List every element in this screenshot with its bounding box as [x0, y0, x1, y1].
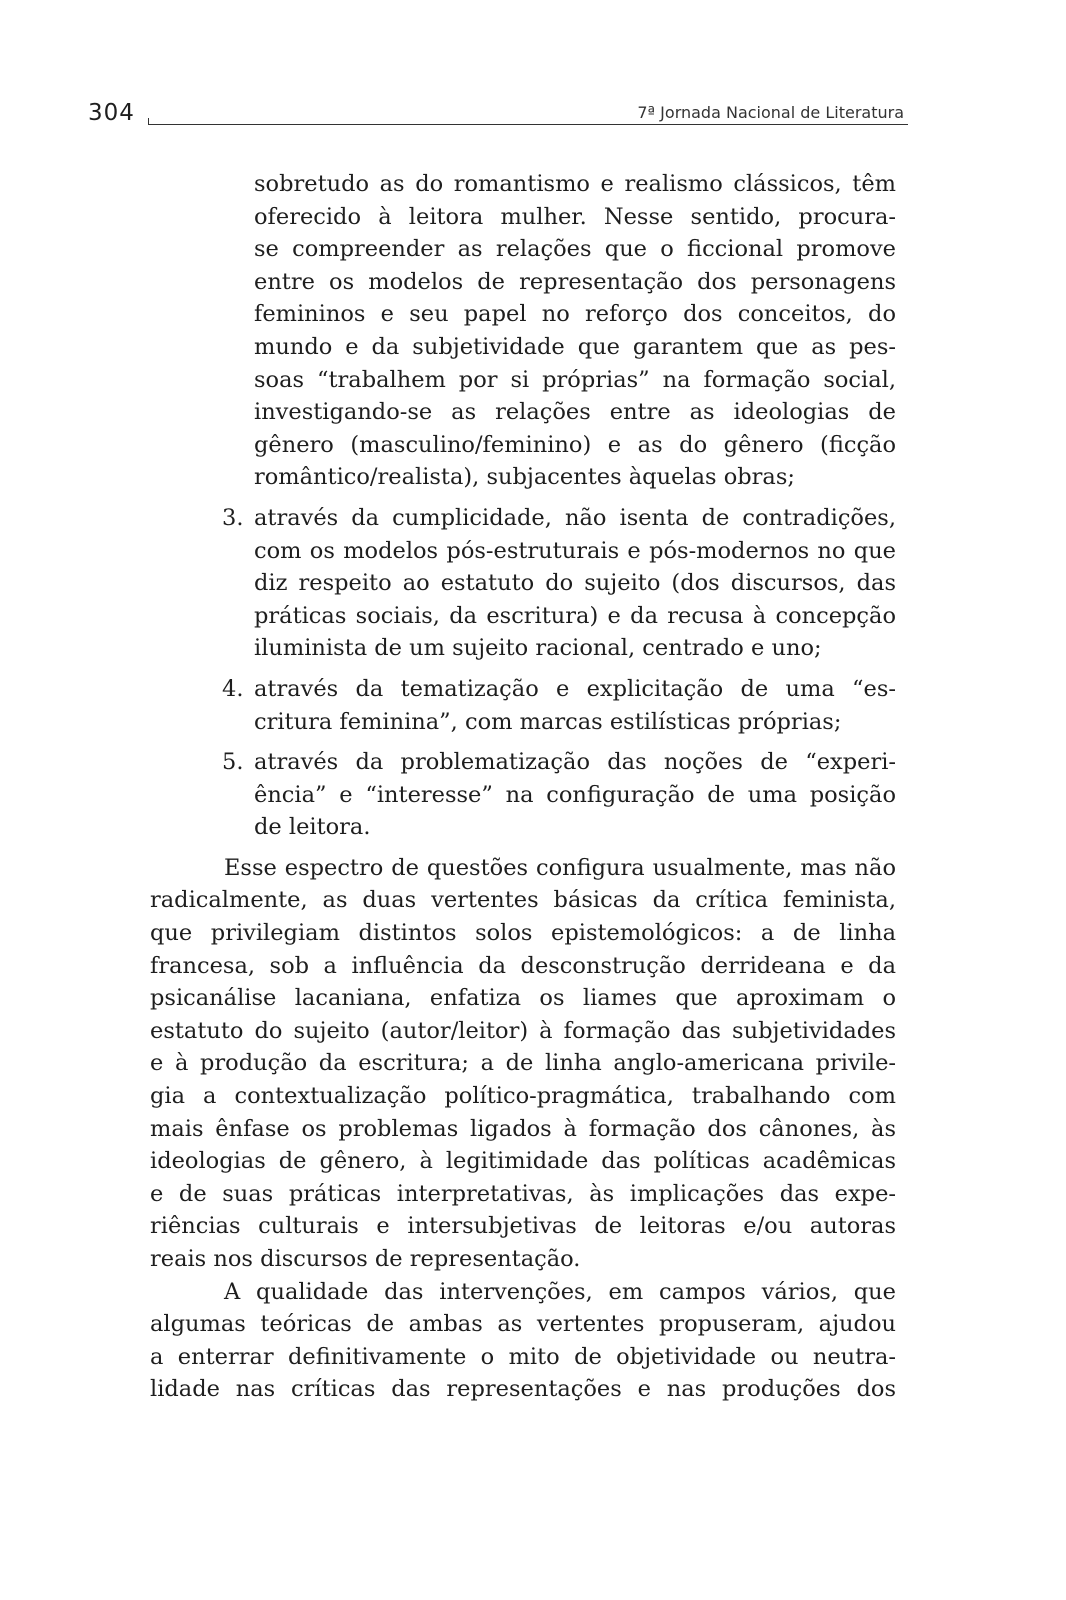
text-line: Esse espectro de questões configura usualmente, mas não — [224, 854, 896, 881]
text-line: oferecido à leitora mulher. Nesse sentido, procura- — [254, 203, 896, 230]
text-line: riências culturais e intersubjetivas de leitoras e/ou autoras — [150, 1213, 896, 1240]
list-item — [150, 746, 896, 844]
list-item-text — [254, 502, 896, 665]
text-line: critura feminina”, com marcas estilísticas próprias; — [254, 708, 842, 735]
text-line: mundo e da subjetividade que garantem que as pes- — [254, 333, 896, 360]
text-line: estatuto do sujeito (autor/leitor) à formação das subjetividades — [150, 1017, 896, 1044]
text-line: sobretudo as do romantismo e realismo clássicos, têm — [254, 171, 896, 197]
body-text — [150, 168, 896, 1406]
list-item-text — [254, 746, 896, 844]
text-line: e de suas práticas interpretativas, às implicações das expe- — [150, 1180, 896, 1207]
text-line: soas “trabalhem por si próprias” na formação social, — [254, 366, 896, 393]
text-line: se compreender as relações que o ficcional promove — [254, 236, 896, 263]
page-header — [88, 96, 908, 128]
text-line: através da problematização das noções de “experi- — [254, 749, 896, 776]
text-line: iluminista de um sujeito racional, centrado e uno; — [254, 635, 822, 662]
list-marker: 5. — [222, 749, 244, 776]
text-line: femininos e seu papel no reforço dos conceitos, do — [254, 301, 896, 328]
paragraph — [150, 852, 896, 1276]
text-line: ideologias de gênero, à legitimidade das políticas acadêmicas — [150, 1148, 896, 1175]
list-marker: 4. — [222, 675, 244, 702]
text-line: lidade nas críticas das representações e nas produções dos — [150, 1376, 896, 1403]
text-line: entre os modelos de representação dos personagens — [254, 268, 896, 295]
text-line: gia a contextualização político-pragmática, trabalhando com — [150, 1083, 896, 1110]
text-line: francesa, sob a influência da desconstrução derrideana e da — [150, 952, 896, 979]
text-line: diz respeito ao estatuto do sujeito (dos discursos, das — [254, 570, 896, 597]
list-item — [150, 502, 896, 665]
text-line: que privilegiam distintos solos epistemológicos: a de linha — [150, 920, 896, 947]
text-line: com os modelos pós-estruturais e pós-modernos no que — [254, 537, 896, 564]
text-line: investigando-se as relações entre as ideologias de — [254, 399, 896, 426]
text-line: A qualidade das intervenções, em campos vários, que — [224, 1278, 896, 1305]
text-line: e à produção da escritura; a de linha anglo-americana privile- — [150, 1050, 896, 1077]
text-line: reais nos discursos de representação. — [150, 1246, 581, 1272]
paragraph — [150, 1276, 896, 1406]
continued-list-item — [150, 168, 896, 494]
text-line: através da cumplicidade, não isenta de contradições, — [254, 504, 896, 531]
list-marker: 3. — [222, 504, 244, 531]
text-line: ência” e “interesse” na configuração de uma posição — [254, 781, 896, 808]
header-rule — [148, 124, 908, 125]
list-item — [150, 673, 896, 738]
text-line: a enterrar definitivamente o mito de objetividade ou neutra- — [150, 1343, 896, 1370]
page-number: 304 — [88, 100, 135, 126]
list-item-text — [254, 673, 896, 738]
text-line: algumas teóricas de ambas as vertentes propuseram, ajudou — [150, 1311, 896, 1338]
text-line: romântico/realista), subjacentes àquelas obras; — [254, 464, 795, 491]
text-line: radicalmente, as duas vertentes básicas da crítica feminista, — [150, 887, 896, 914]
numbered-list — [150, 502, 896, 844]
text-line: gênero (masculino/feminino) e as do gênero (ficção — [254, 431, 896, 458]
text-line: através da tematização e explicitação de uma “es- — [254, 675, 896, 702]
text-line: mais ênfase os problemas ligados à formação dos cânones, às — [150, 1115, 896, 1142]
running-title: 7ª Jornada Nacional de Literatura — [637, 103, 904, 122]
text-line: de leitora. — [254, 814, 371, 841]
text-line: práticas sociais, da escritura) e da recusa à concepção — [254, 602, 896, 629]
text-line: psicanálise lacaniana, enfatiza os liames que aproximam o — [150, 985, 896, 1012]
